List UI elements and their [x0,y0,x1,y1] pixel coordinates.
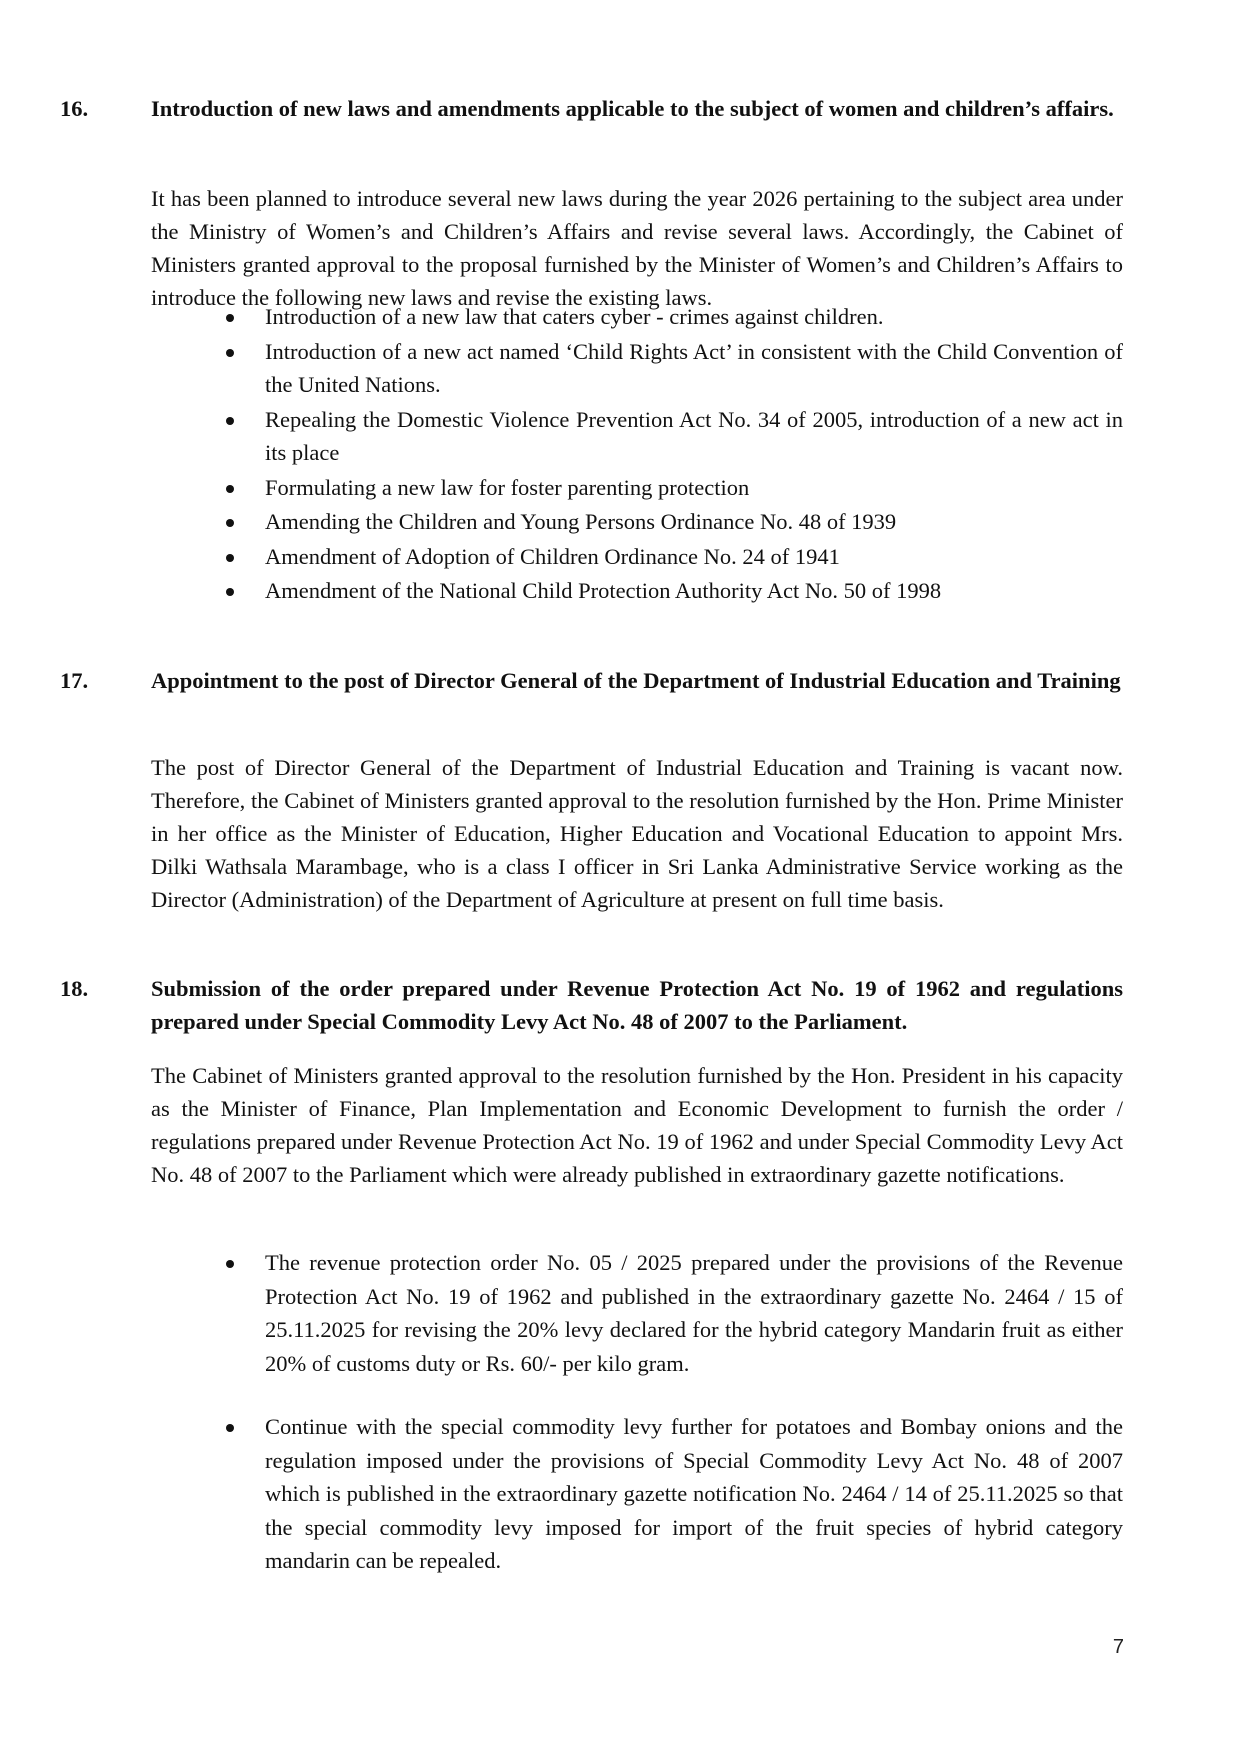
bullet-icon [226,554,234,562]
section-title: Introduction of new laws and amendments applicable to the subject of women and children’s affairs. [151,96,1114,121]
list-item: Continue with the special commodity levy further for potatoes and Bombay onions and the regulation imposed under the provisions of Special Commodity Levy Act No. 48 of 2007 which is published in the extraordinary gazette notification No. 2464 / 14 of 25.11.2025 so that the special commodity levy imposed for import of the fruit species of hybrid category mandarin can be repealed. [151,1410,1123,1578]
section-number: 17. [60,668,89,693]
section-title: Appointment to the post of Director General of the Department of Industrial Education and Training [151,668,1121,693]
list-item: Introduction of a new law that caters cyber - crimes against children. [151,300,1123,334]
section-number: 18. [60,976,89,1001]
bullet-icon [226,588,234,596]
section-paragraph: The post of Director General of the Department of Industrial Education and Training is vacant now. Therefore, the Cabinet of Ministers granted approval to the resolution furnished by the Hon. Prime Minister in her office as the Minister of Education, Higher Education and Vocational Education to appoint Mrs. Dilki Wathsala Marambage, who is a class I officer in Sri Lanka Administrative Service working as the Director (Administration) of the Department of Agriculture at present on full time basis. [151,755,1123,912]
section-paragraph: The Cabinet of Ministers granted approval to the resolution furnished by the Hon. President in his capacity as the Minister of Finance, Plan Implementation and Economic Development to furnish the order / regulations prepared under Revenue Protection Act No. 19 of 1962 and under Special Commodity Levy Act No. 48 of 2007 to the Parliament which were already published in extraordinary gazette notifications. [151,1063,1123,1187]
bullet-list [151,1246,1123,1579]
bullet-icon [226,1260,234,1268]
page-number: 7 [1112,1636,1124,1658]
bullet-icon [226,519,234,527]
list-item: Introduction of a new act named ‘Child Rights Act’ in consistent with the Child Convention of the United Nations. [151,335,1123,402]
bullet-list [151,300,1123,609]
bullet-icon [226,1424,234,1432]
list-item: Amendment of Adoption of Children Ordinance No. 24 of 1941 [151,540,1123,574]
section-title: Submission of the order prepared under Revenue Protection Act No. 19 of 1962 and regulations prepared under Special Commodity Levy Act No. 48 of 2007 to the Parliament. [151,976,1123,1034]
bullet-icon [226,417,234,425]
list-item: The revenue protection order No. 05 / 2025 prepared under the provisions of the Revenue Protection Act No. 19 of 1962 and published in the extraordinary gazette No. 2464 / 15 of 25.11.2025 for revising the 20% levy declared for the hybrid category Mandarin fruit as either 20% of customs duty or Rs. 60/- per kilo gram. [151,1246,1123,1380]
bullet-icon [226,349,234,357]
list-item: Amendment of the National Child Protection Authority Act No. 50 of 1998 [151,574,1123,608]
section-paragraph: It has been planned to introduce several new laws during the year 2026 pertaining to the subject area under the Ministry of Women’s and Children’s Affairs and revise several laws. Accordingly, the Cabinet of Ministers granted approval to the proposal furnished by the Minister of Women’s and Children’s Affairs to introduce the following new laws and revise the existing laws. [151,186,1123,310]
list-item: Formulating a new law for foster parenting protection [151,471,1123,505]
bullet-icon [226,485,234,493]
list-item: Amending the Children and Young Persons Ordinance No. 48 of 1939 [151,505,1123,539]
list-item: Repealing the Domestic Violence Prevention Act No. 34 of 2005, introduction of a new act in its place [151,403,1123,470]
section-number: 16. [60,96,89,121]
bullet-icon [226,314,234,322]
